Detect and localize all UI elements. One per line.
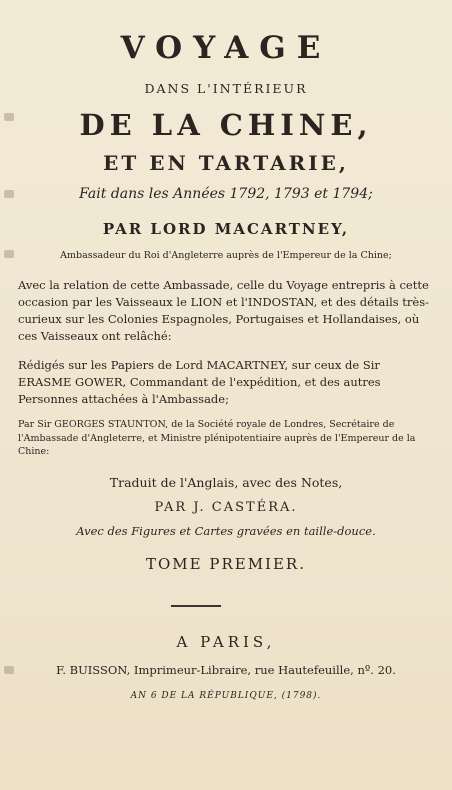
city-line: A PARIS,: [176, 633, 276, 651]
margin-stain: [4, 666, 14, 674]
translator-line: PAR J. CASTÉRA.: [154, 500, 298, 515]
ambassador-line: Ambassadeur du Roi d'Angleterre auprès de l'Empereur de la Chine;: [60, 250, 392, 261]
figures-line: Avec des Figures et Cartes gravées en taille-douce.: [76, 524, 376, 538]
redige-paragraph: Rédigés sur les Papiers de Lord MACARTNEY, sur ceux de Sir ERASME GOWER, Commandant de l'expédition, et des autres Personnes attachées à l'Ambassade;: [18, 358, 381, 406]
translation-line: Traduit de l'Anglais, avec des Notes,: [109, 475, 343, 490]
volume-title: TOME PREMIER.: [145, 555, 306, 573]
title-voyage: VOYAGE: [120, 30, 332, 66]
relation-paragraph: Avec la relation de cette Ambassade, celle du Voyage entrepris à cette occasion par les Vaisseaux le LION et l'INDOSTAN, et des détails très-curieux sur les Colonies Espagnoles, Portugaises et Hollandaises, où ces Vaisseaux ont relâché:: [18, 278, 430, 343]
margin-stain: [4, 113, 14, 121]
author-line: PAR LORD MACARTNEY,: [102, 220, 350, 238]
ornamental-rule: [171, 605, 221, 607]
title-et-en-tartarie: ET EN TARTARIE,: [103, 151, 349, 175]
publisher-line: F. BUISSON, Imprimeur-Libraire, rue Hautefeuille, nº. 20.: [56, 663, 396, 677]
years-line: Fait dans les Années 1792, 1793 et 1794;: [79, 186, 373, 202]
margin-stain: [4, 190, 14, 198]
staunton-paragraph: Par Sir GEORGES STAUNTON, de la Société royale de Londres, Secrétaire de l'Ambassade d'Angleterre, et Ministre plénipotentiaire auprès de l'Empereur de la Chine:: [18, 419, 416, 457]
margin-stain: [4, 250, 14, 258]
title-de-la-chine: DE LA CHINE,: [79, 108, 373, 142]
title-dans-interieur: DANS L'INTÉRIEUR: [144, 81, 308, 96]
date-line: AN 6 DE LA RÉPUBLIQUE, (1798).: [130, 691, 322, 701]
